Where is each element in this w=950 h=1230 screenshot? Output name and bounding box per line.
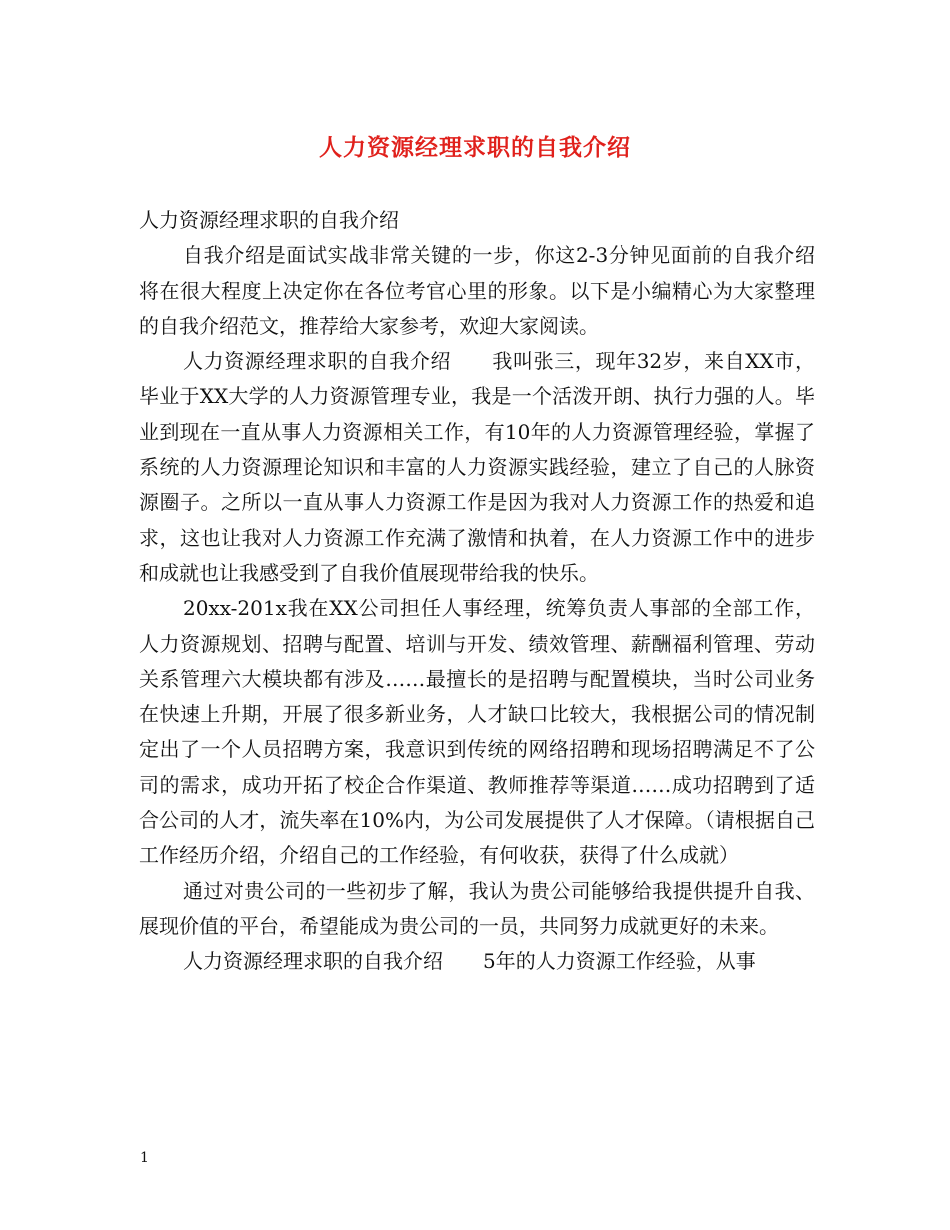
paragraph-closing: 通过对贵公司的一些初步了解，我认为贵公司能够给我提供提升自我、展现价值的平台，希望能成为贵公司的一员，共同努力成就更好的未来。	[139, 878, 815, 938]
paragraph-work-experience: 20xx-201x我在XX公司担任人事经理，统筹负责人事部的全部工作，人力资源规划、招聘与配置、培训与开发、绩效管理、薪酬福利管理、劳动关系管理六大模块都有涉及……最擅长的是招聘与配置模块，当时公司业务在快速上升期，开展了很多新业务，人才缺口比较大，我根据公司的情况制定出了一个人员招聘方案，我意识到传统的网络招聘和现场招聘满足不了公司的需求，成功开拓了校企合作渠道、教师推荐等渠道……成功招聘到了适合公司的人才，流失率在10%内，为公司发展提供了人才保障。（请根据自己工作经历介绍，介绍自己的工作经验，有何收获，获得了什么成就）	[139, 596, 815, 868]
paragraph-second-sample: 人力资源经理求职的自我介绍 5年的人力资源工作经验，从事	[183, 949, 756, 974]
paragraph-intro: 自我介绍是面试实战非常关键的一步，你这2-3分钟见面前的自我介绍将在很大程度上决定你在各位考官心里的形象。以下是小编精心为大家整理的自我介绍范文，推荐给大家参考，欢迎大家阅读。	[139, 243, 815, 338]
page-number: 1	[140, 1150, 149, 1166]
document-title: 人力资源经理求职的自我介绍	[319, 134, 631, 161]
document-body	[139, 203, 815, 980]
paragraph-self-introduction: 人力资源经理求职的自我介绍 我叫张三，现年32岁，来自XX市，毕业于XX大学的人力资源管理专业，我是一个活泼开朗、执行力强的人。毕业到现在一直从事人力资源相关工作，有10年的人力资源管理经验，掌握了系统的人力资源理论知识和丰富的人力资源实践经验，建立了自己的人脉资源圈子。之所以一直从事人力资源工作是因为我对人力资源工作的热爱和追求，这也让我对人力资源工作充满了激情和执着，在人力资源工作中的进步和成就也让我感受到了自我价值展现带给我的快乐。	[139, 349, 815, 585]
document-subtitle: 人力资源经理求职的自我介绍	[139, 208, 399, 232]
